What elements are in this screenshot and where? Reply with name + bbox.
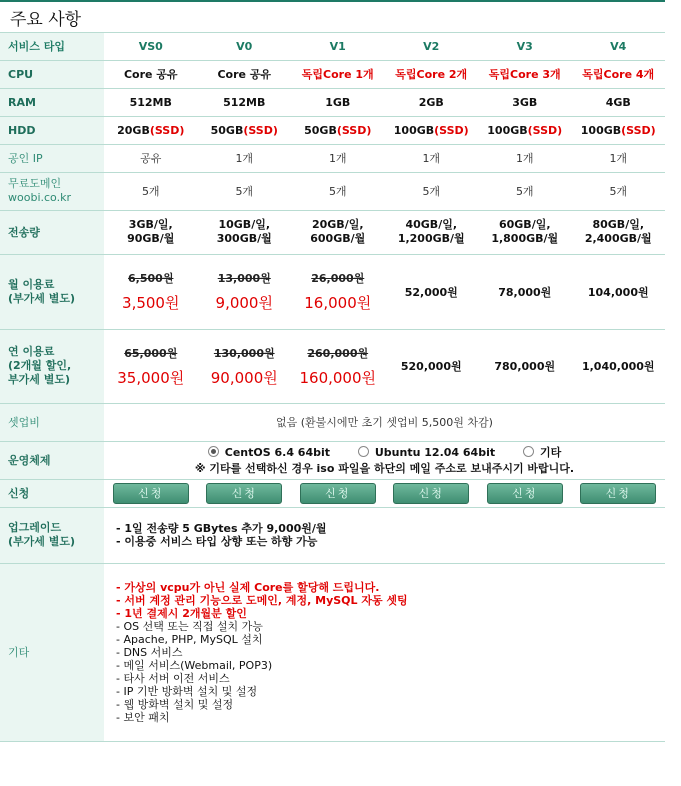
yearly-fee: 520,000원: [385, 329, 479, 403]
yearly-fee: 780,000원: [478, 329, 572, 403]
list-item: - 가상의 vcpu가 아닌 실제 Core를 할당해 드립니다.: [116, 580, 380, 594]
ip-value: 1개: [291, 144, 385, 172]
service-type-label: 서비스 타입: [0, 33, 104, 60]
apply-button-v2[interactable]: 신청: [393, 483, 469, 504]
hdd-value: 100GB(SSD): [385, 116, 479, 144]
cpu-value: 독립Core 4개: [572, 60, 666, 88]
hdd-label: HDD: [0, 116, 104, 144]
plan-v0: V0: [198, 33, 292, 60]
list-item: - DNS 서비스: [116, 645, 183, 659]
ram-value: 512MB: [104, 88, 198, 116]
upgrade-info: - 1일 전송량 5 GBytes 추가 9,000원/월 - 이용중 서비스 타입 상향 또는 하향 가능: [104, 507, 665, 563]
ip-row: [0, 144, 665, 172]
domain-value: 5개: [478, 172, 572, 210]
hdd-value: 50GB(SSD): [291, 116, 385, 144]
apply-label: 신청: [0, 479, 104, 507]
os-label: 운영체제: [0, 441, 104, 479]
transfer-value: 60GB/일, 1,800GB/월: [478, 210, 572, 254]
transfer-value: 10GB/일, 300GB/월: [198, 210, 292, 254]
ram-value: 3GB: [478, 88, 572, 116]
apply-button-vs0[interactable]: 신청: [113, 483, 189, 504]
domain-label: 무료도메인 woobi.co.kr: [0, 172, 104, 210]
plan-header-row: [0, 33, 665, 60]
os-option-ubuntu[interactable]: Ubuntu 12.04 64bit: [358, 446, 495, 459]
list-item: - IP 기반 방화벽 설치 및 설정: [116, 684, 258, 698]
monthly-fee: 104,000원: [572, 254, 666, 329]
apply-button-v1[interactable]: 신청: [300, 483, 376, 504]
monthly-fee-row: [0, 254, 665, 329]
domain-value: 5개: [104, 172, 198, 210]
transfer-label: 전송량: [0, 210, 104, 254]
plan-v1: V1: [291, 33, 385, 60]
monthly-fee: 78,000원: [478, 254, 572, 329]
domain-row: [0, 172, 665, 210]
upgrade-row: [0, 507, 665, 563]
monthly-fee: 26,000원 16,000원: [291, 254, 385, 329]
transfer-row: [0, 210, 665, 254]
cpu-value: Core 공유: [198, 60, 292, 88]
etc-label: 기타: [0, 563, 104, 741]
spec-table: [0, 33, 665, 742]
ram-value: 2GB: [385, 88, 479, 116]
list-item: - 웹 방화벽 설치 및 설정: [116, 697, 234, 711]
plan-vs0: VS0: [104, 33, 198, 60]
domain-value: 5개: [291, 172, 385, 210]
list-item: - Apache, PHP, MySQL 설치: [116, 632, 263, 646]
cpu-row: [0, 60, 665, 88]
ram-label: RAM: [0, 88, 104, 116]
plan-v4: V4: [572, 33, 666, 60]
cpu-value: 독립Core 2개: [385, 60, 479, 88]
ram-value: 1GB: [291, 88, 385, 116]
monthly-fee: 6,500원 3,500원: [104, 254, 198, 329]
ip-value: 1개: [385, 144, 479, 172]
hdd-value: 100GB(SSD): [478, 116, 572, 144]
page-title: 주요 사항: [0, 0, 665, 33]
yearly-fee: 65,000원 35,000원: [104, 329, 198, 403]
transfer-value: 80GB/일, 2,400GB/월: [572, 210, 666, 254]
ip-label: 공인 IP: [0, 144, 104, 172]
ram-row: [0, 88, 665, 116]
os-option-other[interactable]: 기타: [523, 446, 561, 459]
upgrade-label: 업그레이드 (부가세 별도): [0, 507, 104, 563]
cpu-value: Core 공유: [104, 60, 198, 88]
list-item: - 메일 서비스(Webmail, POP3): [116, 658, 273, 672]
yearly-fee: 130,000원 90,000원: [198, 329, 292, 403]
hdd-value: 100GB(SSD): [572, 116, 666, 144]
apply-row: [0, 479, 665, 507]
setup-fee-text: 없음 (환불시에만 초기 셋업비 5,500원 차감): [104, 403, 665, 441]
yearly-fee-label: 연 이용료 (2개월 할인, 부가세 별도): [0, 329, 104, 403]
list-item: - 1년 결제시 2개월분 할인: [116, 606, 247, 620]
monthly-fee-label: 월 이용료 (부가세 별도): [0, 254, 104, 329]
radio-selected-icon: [208, 446, 219, 457]
ip-value: 1개: [198, 144, 292, 172]
plan-v2: V2: [385, 33, 479, 60]
os-option-centos[interactable]: CentOS 6.4 64bit: [208, 446, 330, 459]
hdd-value: 50GB(SSD): [198, 116, 292, 144]
apply-button-v3[interactable]: 신청: [487, 483, 563, 504]
plan-v3: V3: [478, 33, 572, 60]
setup-row: [0, 403, 665, 441]
list-item: - OS 선택 또는 직접 설치 가능: [116, 619, 263, 633]
ip-value: 공유: [104, 144, 198, 172]
os-note: ※ 기타를 선택하신 경우 iso 파일을 하단의 메일 주소로 보내주시기 바랍니다.: [194, 462, 575, 475]
domain-value: 5개: [572, 172, 666, 210]
transfer-value: 40GB/일, 1,200GB/월: [385, 210, 479, 254]
list-item: - 타사 서버 이전 서비스: [116, 671, 230, 685]
list-item: - 서버 계정 관리 기능으로 도메인, 계정, MySQL 자동 셋팅: [116, 593, 408, 607]
hdd-value: 20GB(SSD): [104, 116, 198, 144]
ip-value: 1개: [572, 144, 666, 172]
transfer-value: 3GB/일, 90GB/월: [104, 210, 198, 254]
domain-value: 5개: [198, 172, 292, 210]
yearly-fee: 260,000원 160,000원: [291, 329, 385, 403]
list-item: - 보안 패치: [116, 710, 170, 724]
etc-row: [0, 563, 665, 741]
yearly-fee: 1,040,000원: [572, 329, 666, 403]
os-options: [104, 441, 665, 479]
apply-button-v4[interactable]: 신청: [580, 483, 656, 504]
ram-value: 512MB: [198, 88, 292, 116]
yearly-fee-row: [0, 329, 665, 403]
domain-value: 5개: [385, 172, 479, 210]
hdd-row: [0, 116, 665, 144]
setup-label: 셋업비: [0, 403, 104, 441]
cpu-value: 독립Core 1개: [291, 60, 385, 88]
ip-value: 1개: [478, 144, 572, 172]
transfer-value: 20GB/일, 600GB/월: [291, 210, 385, 254]
etc-list: [104, 563, 665, 741]
apply-button-v0[interactable]: 신청: [206, 483, 282, 504]
monthly-fee: 52,000원: [385, 254, 479, 329]
cpu-label: CPU: [0, 60, 104, 88]
radio-icon: [358, 446, 369, 457]
cpu-value: 독립Core 3개: [478, 60, 572, 88]
ram-value: 4GB: [572, 88, 666, 116]
radio-icon: [523, 446, 534, 457]
os-row: [0, 441, 665, 479]
monthly-fee: 13,000원 9,000원: [198, 254, 292, 329]
